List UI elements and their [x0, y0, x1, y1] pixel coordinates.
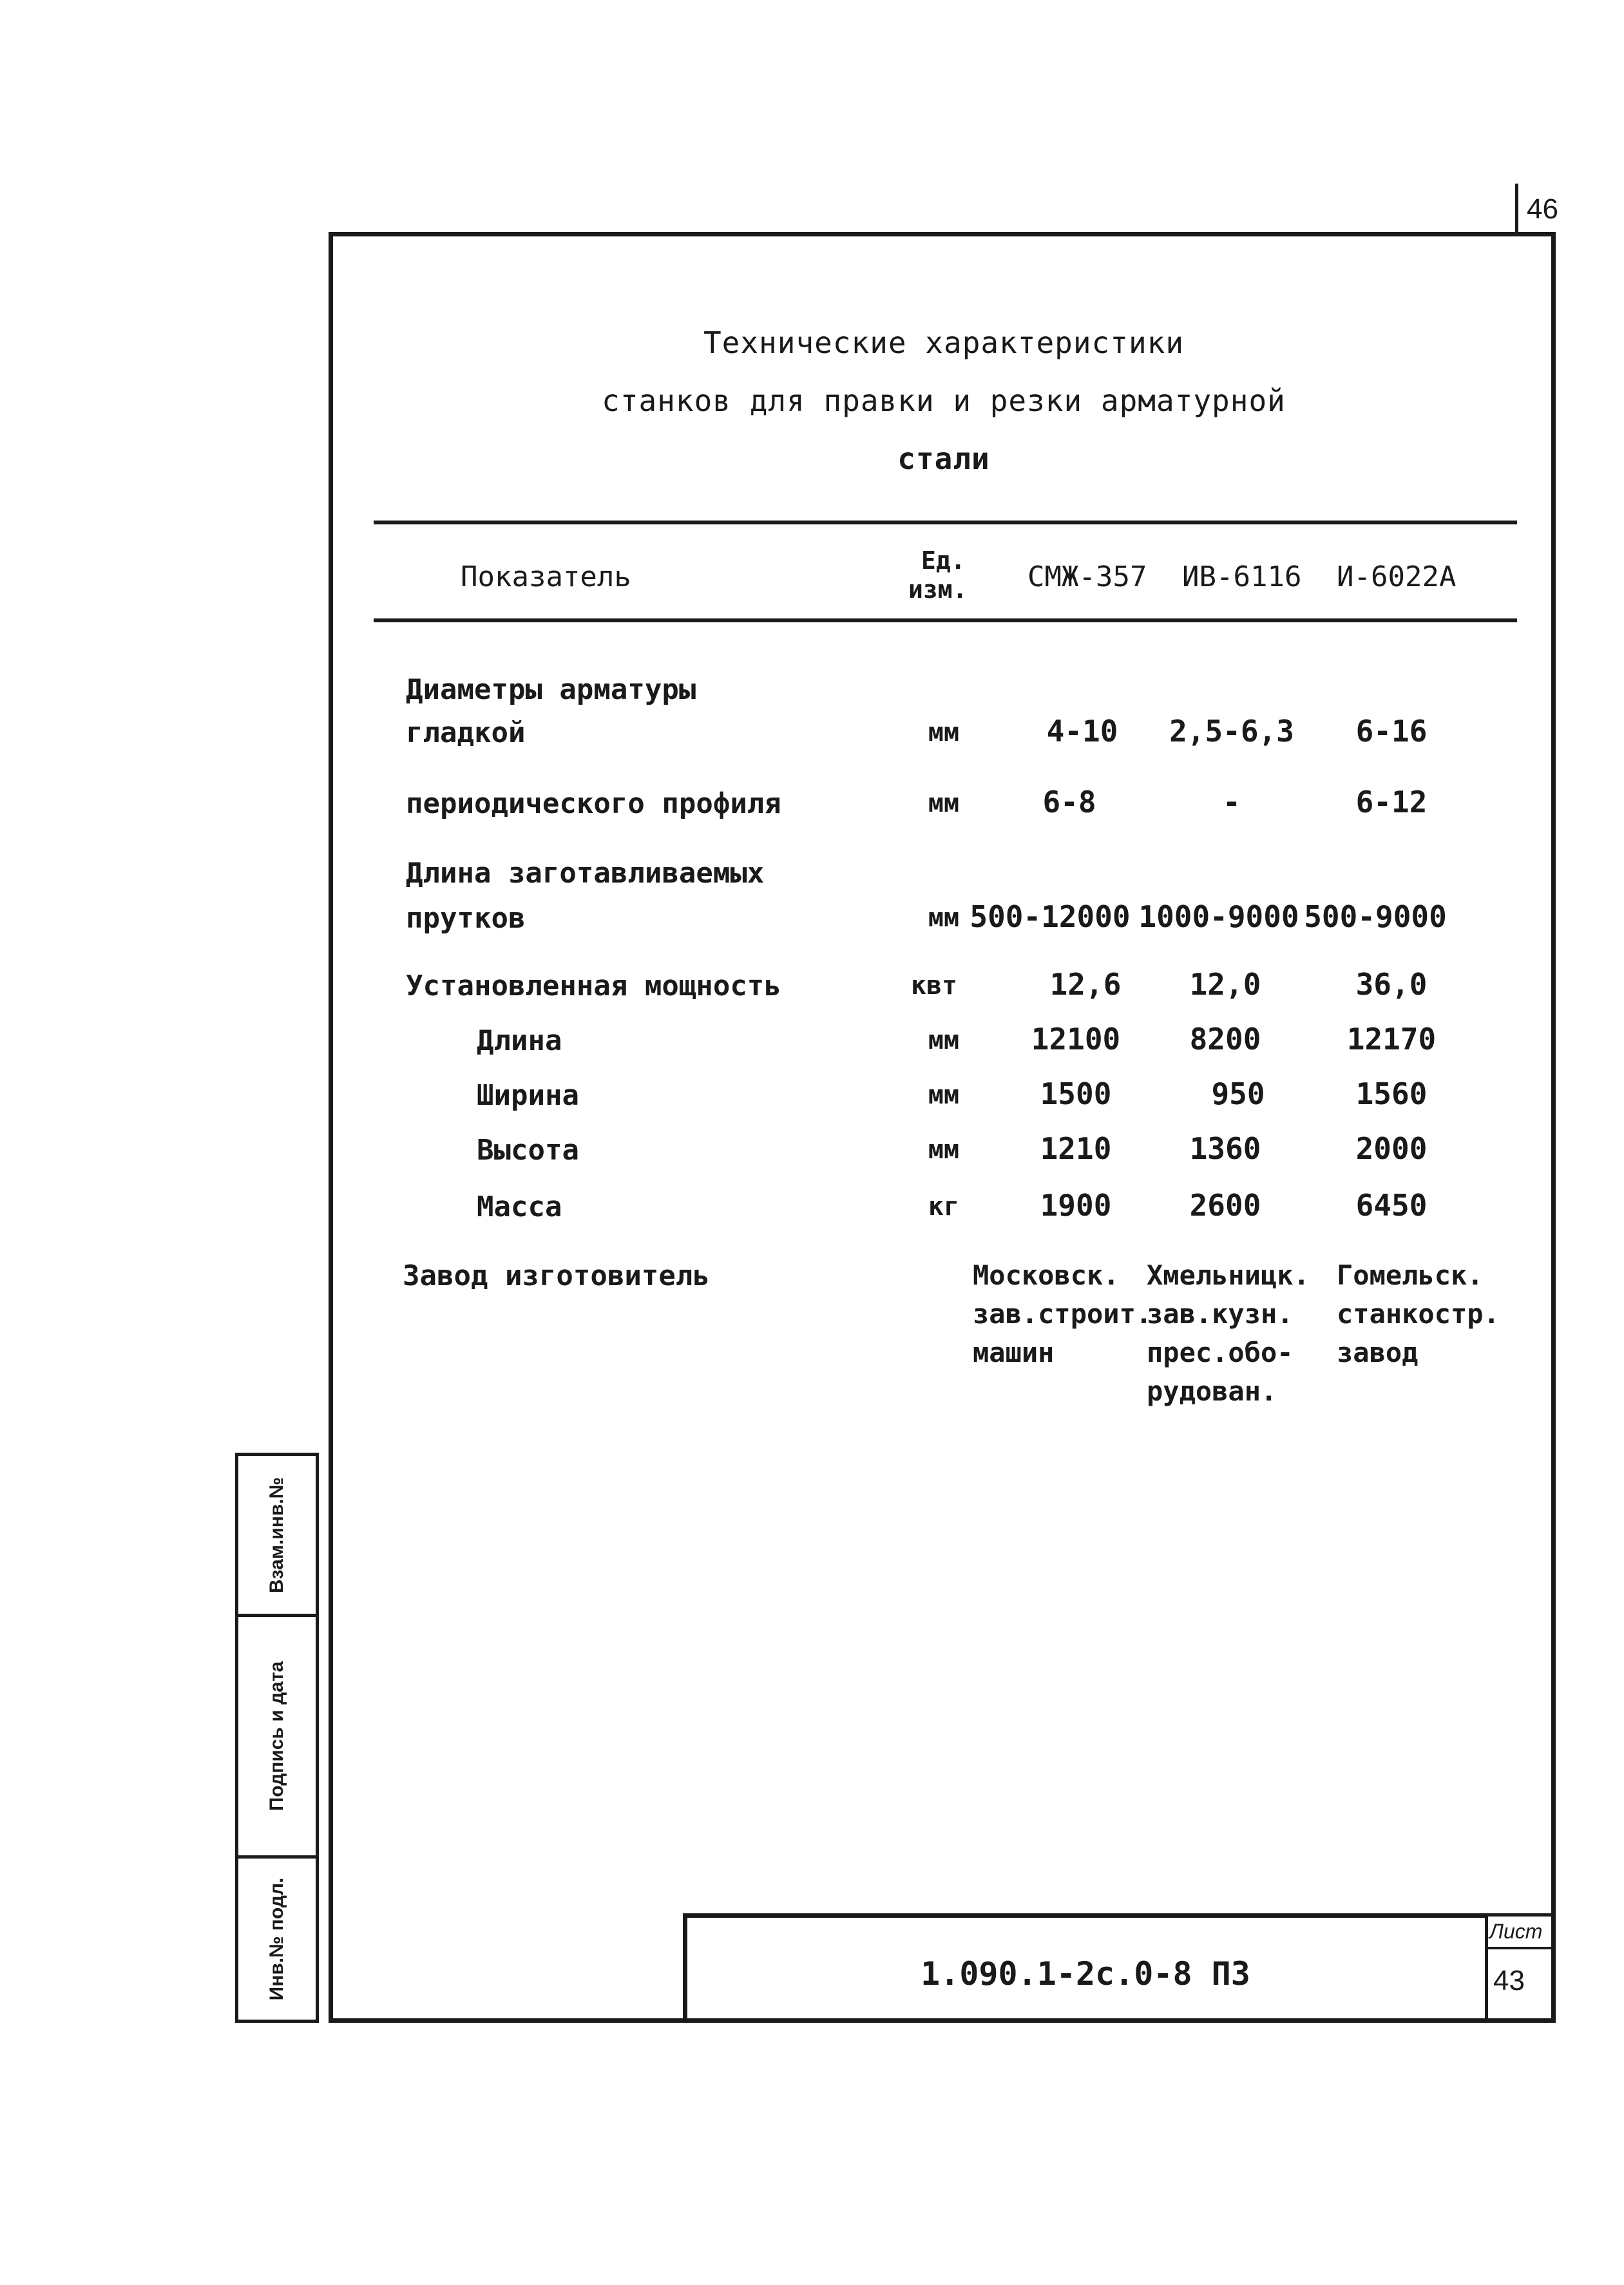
- row-mass-v1: 1900: [1040, 1188, 1112, 1223]
- stamp-sign-label: Подпись и дата: [266, 1661, 287, 1812]
- row-bars-label: прутков: [406, 902, 526, 935]
- row-length-v2: 8200: [1189, 1022, 1261, 1056]
- row-smooth-label: гладкой: [406, 716, 526, 749]
- row-bars-unit: мм: [928, 903, 960, 933]
- row-mass-unit: кг: [928, 1192, 960, 1221]
- row-bars-v1: 500-12000: [970, 899, 1131, 934]
- row-height-unit: мм: [928, 1135, 960, 1165]
- row-length-unit: мм: [928, 1026, 960, 1055]
- row-periodic-v3: 6-12: [1355, 785, 1428, 819]
- row-height-v2: 1360: [1189, 1131, 1261, 1166]
- title-line-1: Технические характеристики: [703, 325, 1185, 360]
- row-smooth-v2: 2,5-6,3: [1169, 714, 1294, 749]
- sheet-number: 43: [1493, 1965, 1525, 1996]
- document-code: 1.090.1-2с.0-8 ПЗ: [921, 1955, 1250, 1993]
- header-unit-line2: изм.: [908, 575, 968, 604]
- manufacturer-col2: Хмельницк. зав.кузн. прес.обо- рудован.: [1147, 1259, 1310, 1407]
- row-smooth-v3: 6-16: [1355, 714, 1428, 749]
- row-periodic-v2: -: [1223, 785, 1241, 819]
- header-col1: СМЖ-357: [1027, 560, 1147, 593]
- row-mass-v2: 2600: [1189, 1188, 1261, 1223]
- row-power-label: Установленная мощность: [406, 970, 781, 1002]
- stamp-inv-label: Инв.№ подл.: [266, 1877, 287, 2001]
- row-height-v3: 2000: [1355, 1131, 1428, 1166]
- row-width-v3: 1560: [1355, 1076, 1428, 1111]
- table-header-rule: [374, 618, 1517, 622]
- manufacturer-label: Завод изготовитель: [403, 1259, 710, 1292]
- row-bars-v3: 500-9000: [1304, 899, 1447, 934]
- sheet-box-divider: [1485, 1947, 1556, 1949]
- row-height-label: Высота: [477, 1134, 579, 1167]
- page-number: 46: [1527, 193, 1558, 225]
- row-smooth-v1: 4-10: [1046, 714, 1118, 749]
- row-smooth-unit: мм: [928, 718, 960, 747]
- manufacturer-col3: Гомельск. станкостр. завод: [1337, 1259, 1500, 1368]
- row-width-v2: 950: [1211, 1076, 1265, 1111]
- manufacturer-col1: Московск. зав.строит. машин: [973, 1259, 1152, 1368]
- row-height-v1: 1210: [1040, 1131, 1112, 1166]
- row-width-v1: 1500: [1040, 1076, 1112, 1111]
- row-length-label: Длина: [477, 1024, 562, 1057]
- row-power-v1: 12,6: [1049, 967, 1122, 1002]
- title-line-2: станков для правки и резки арматурной: [602, 383, 1286, 418]
- row-power-v3: 36,0: [1355, 967, 1428, 1002]
- row-mass-label: Масса: [477, 1190, 562, 1223]
- row-periodic-unit: мм: [928, 789, 960, 818]
- stamp-cell-vzam: [235, 1453, 319, 1617]
- row-bars-v2: 1000-9000: [1138, 899, 1299, 934]
- header-col2: ИВ-6116: [1182, 560, 1302, 593]
- row-width-unit: мм: [928, 1080, 960, 1110]
- stamp-cell-sign: [235, 1614, 319, 1859]
- stamp-vzam-label: Взам.инв.№: [266, 1477, 287, 1593]
- row-length-v3: 12170: [1346, 1022, 1437, 1056]
- header-unit-line1: Ед.: [921, 546, 966, 575]
- header-indicator: Показатель: [461, 560, 631, 593]
- row-power-v2: 12,0: [1189, 967, 1261, 1002]
- title-line-3: стали: [897, 441, 990, 476]
- page-frame: [329, 232, 1556, 2023]
- row-periodic-v1: 6-8: [1042, 785, 1096, 819]
- group-diameter-label: Диаметры арматуры: [406, 673, 696, 706]
- row-periodic-label: периодического профиля: [406, 787, 781, 820]
- sheet-label: Лист: [1489, 1920, 1543, 1943]
- page-number-tick: [1515, 184, 1518, 235]
- header-col3: И-6022А: [1337, 560, 1457, 593]
- stamp-cell-inv: [235, 1855, 319, 2023]
- table-top-rule: [374, 521, 1517, 524]
- row-power-unit: квт: [910, 971, 958, 1000]
- group-length-label: Длина заготавливаемых: [406, 857, 765, 890]
- row-length-v1: 12100: [1031, 1022, 1121, 1056]
- row-width-label: Ширина: [477, 1079, 579, 1112]
- row-mass-v3: 6450: [1355, 1188, 1428, 1223]
